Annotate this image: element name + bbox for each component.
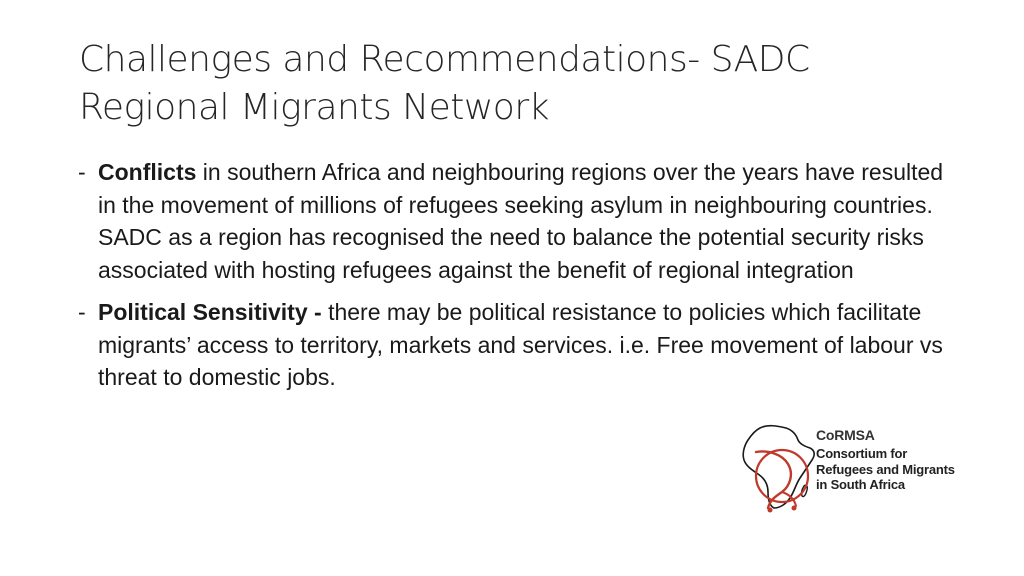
logo-text <box>816 426 955 493</box>
logo-line-2: Refugees and Migrants <box>816 461 955 477</box>
bullet-political-sensitivity <box>78 296 958 394</box>
bullet-list <box>78 156 958 404</box>
logo-dot <box>792 506 797 511</box>
africa-map-icon <box>738 420 820 518</box>
bullet-dash: - <box>78 299 86 325</box>
logo-dot <box>768 508 773 513</box>
cormsa-logo <box>738 420 962 520</box>
logo-line-3: in South Africa <box>816 477 905 492</box>
logo-brand: CoRMSA <box>816 427 875 443</box>
bullet-text-conflicts: in southern Africa and neighbouring regions over the years have resulted in the movement of millions of refugees seeking asylum in neighbouring countries. SADC as a region has recognised the need to balance the potential security risks associated with hosting refugees against the benefit of regional integration <box>98 159 944 283</box>
slide-title <box>79 36 959 132</box>
slide-title-line-2: Regional Migrants Network <box>79 87 549 128</box>
bullet-conflicts <box>78 156 958 286</box>
bullet-heading-political-sensitivity: Political Sensitivity - <box>98 299 322 325</box>
logo-line-1: Consortium for <box>816 446 908 461</box>
bullet-dash: - <box>78 159 86 185</box>
bullet-heading-conflicts: Conflicts <box>98 159 197 185</box>
slide-title-line-1: Challenges and Recommendations- SADC <box>79 39 810 80</box>
bullet-text-political-sensitivity: there may be political resistance to policies which facilitate migrants’ access to territory, markets and services. i.e. Free movement of labour vs threat to domestic jobs. <box>98 299 943 390</box>
